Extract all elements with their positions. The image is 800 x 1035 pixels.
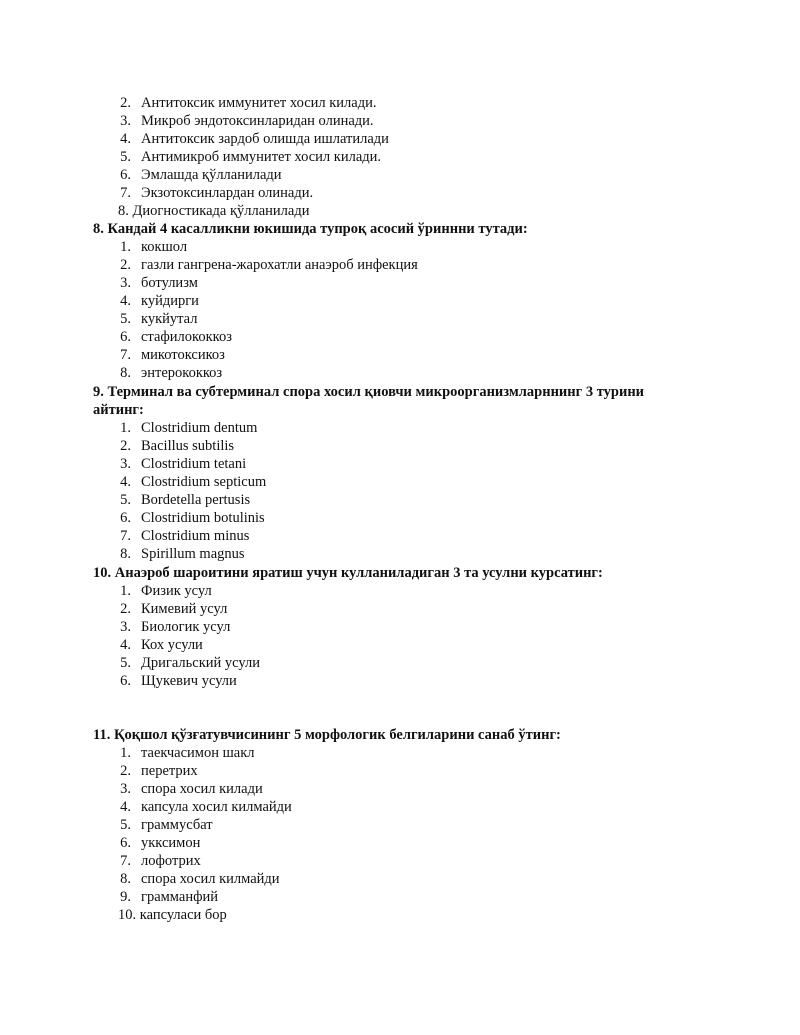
list-item bbox=[0, 130, 800, 148]
item-number: 3. bbox=[120, 113, 131, 129]
item-text: Clostridium minus bbox=[141, 528, 250, 544]
item-number: 5. bbox=[120, 655, 131, 671]
list-item bbox=[0, 94, 800, 112]
item-text: перетрих bbox=[141, 763, 198, 779]
item-number: 3. bbox=[120, 781, 131, 797]
item-text: укксимон bbox=[141, 835, 201, 851]
question-title: 10. Анаэроб шароитини яратиш учун кулланиладиган 3 та усулни курсатинг: bbox=[93, 565, 603, 581]
list-item bbox=[0, 274, 800, 292]
item-number: 3. bbox=[120, 275, 131, 291]
item-number: 2. bbox=[120, 257, 131, 273]
list-item bbox=[0, 455, 800, 473]
item-number: 7. bbox=[120, 528, 131, 544]
question-title-continued: айтинг: bbox=[93, 402, 144, 418]
list-item bbox=[0, 328, 800, 346]
item-text: стафилококкоз bbox=[141, 329, 232, 345]
list-item bbox=[0, 166, 800, 184]
item-number: 5. bbox=[120, 817, 131, 833]
item-text: куйдирги bbox=[141, 293, 199, 309]
list-item bbox=[0, 834, 800, 852]
item-number: 4. bbox=[120, 293, 131, 309]
list-item bbox=[0, 292, 800, 310]
list-item bbox=[0, 310, 800, 328]
list-item bbox=[0, 256, 800, 274]
item-text: Щукевич усули bbox=[141, 673, 237, 689]
item-number: 1. bbox=[120, 583, 131, 599]
item-text: граммусбат bbox=[141, 817, 213, 833]
item-number: 6. bbox=[120, 835, 131, 851]
item-number: 2. bbox=[120, 601, 131, 617]
list-item bbox=[0, 148, 800, 166]
list-item bbox=[0, 906, 800, 924]
item-number: 8. bbox=[120, 871, 131, 887]
item-number: 3. bbox=[120, 619, 131, 635]
item-text: Антимикроб иммунитет хосил килади. bbox=[141, 149, 382, 165]
list-item bbox=[0, 527, 800, 545]
list-item bbox=[0, 202, 800, 220]
item-number: 5. bbox=[120, 492, 131, 508]
list-item bbox=[0, 654, 800, 672]
list-item bbox=[0, 600, 800, 618]
item-number: 7. bbox=[120, 347, 131, 363]
question-9 bbox=[0, 383, 800, 563]
list-item bbox=[0, 852, 800, 870]
item-number: 6. bbox=[120, 510, 131, 526]
item-text: микотоксикоз bbox=[141, 347, 225, 363]
item-text: Биологик усул bbox=[141, 619, 231, 635]
item-text: газли гангрена-жарохатли анаэроб инфекция bbox=[141, 257, 418, 273]
question-title: 9. Терминал ва субтерминал спора хосил қиовчи микроорганизмларннинг 3 турини bbox=[93, 384, 645, 400]
item-text: Clostridium tetani bbox=[141, 456, 247, 472]
item-number: 1. bbox=[120, 745, 131, 761]
list-item bbox=[0, 184, 800, 202]
item-text: Антитоксик зардоб олишда ишлатилади bbox=[141, 131, 389, 147]
item-text: 10. капсуласи бор bbox=[118, 907, 227, 923]
list-item bbox=[0, 672, 800, 690]
list-item bbox=[0, 870, 800, 888]
item-text: Микроб эндотоксинларидан олинади. bbox=[141, 113, 374, 129]
item-text: Экзотоксинлардан олинади. bbox=[141, 185, 314, 201]
item-number: 6. bbox=[120, 167, 131, 183]
item-text: Кох усули bbox=[141, 637, 203, 653]
item-number: 4. bbox=[120, 637, 131, 653]
item-text: Spirillum magnus bbox=[141, 546, 245, 562]
question-title: 11. Қоқшол қўзғатувчисининг 5 морфологик белгиларини санаб ўтинг: bbox=[93, 727, 561, 743]
list-item bbox=[0, 798, 800, 816]
item-text: 8. Диогностикада қўлланилади bbox=[118, 203, 310, 219]
item-text: Clostridium botulinis bbox=[141, 510, 265, 526]
list-item bbox=[0, 762, 800, 780]
item-number: 7. bbox=[120, 185, 131, 201]
item-text: Clostridium septicum bbox=[141, 474, 267, 490]
list-item bbox=[0, 419, 800, 437]
item-text: ботулизм bbox=[141, 275, 198, 291]
item-number: 2. bbox=[120, 438, 131, 454]
list-item bbox=[0, 816, 800, 834]
item-number: 7. bbox=[120, 853, 131, 869]
item-text: таекчасимон шакл bbox=[141, 745, 255, 761]
item-number: 2. bbox=[120, 95, 131, 111]
list-item bbox=[0, 112, 800, 130]
list-item bbox=[0, 473, 800, 491]
item-number: 8. bbox=[120, 365, 131, 381]
question-title: 8. Кандай 4 касалликни юкишида тупроқ асосий ўриннни тутади: bbox=[93, 221, 528, 237]
item-text: Bacillus subtilis bbox=[141, 438, 235, 454]
item-number: 1. bbox=[120, 239, 131, 255]
item-text: Clostridium dentum bbox=[141, 420, 258, 436]
item-text: Bordetella pertusis bbox=[141, 492, 251, 508]
item-number: 8. bbox=[120, 546, 131, 562]
list-item bbox=[0, 491, 800, 509]
list-item bbox=[0, 888, 800, 906]
item-number: 5. bbox=[120, 149, 131, 165]
item-number: 2. bbox=[120, 763, 131, 779]
item-number: 6. bbox=[120, 673, 131, 689]
item-number: 9. bbox=[120, 889, 131, 905]
list-item bbox=[0, 618, 800, 636]
continuation-list bbox=[0, 94, 800, 220]
item-number: 1. bbox=[120, 420, 131, 436]
item-text: кукйутал bbox=[141, 311, 198, 327]
item-number: 4. bbox=[120, 799, 131, 815]
item-text: Эмлашда қўлланилади bbox=[141, 167, 282, 183]
question-8 bbox=[0, 220, 800, 382]
list-item bbox=[0, 545, 800, 563]
item-text: лофотрих bbox=[141, 853, 201, 869]
item-text: капсула хосил килмайди bbox=[141, 799, 292, 815]
list-item bbox=[0, 582, 800, 600]
list-item bbox=[0, 744, 800, 762]
item-text: Кимевий усул bbox=[141, 601, 228, 617]
list-item bbox=[0, 636, 800, 654]
list-item bbox=[0, 364, 800, 382]
item-number: 4. bbox=[120, 474, 131, 490]
item-text: Дригальский усули bbox=[141, 655, 260, 671]
item-text: энтерококкоз bbox=[141, 365, 223, 381]
item-number: 6. bbox=[120, 329, 131, 345]
item-number: 5. bbox=[120, 311, 131, 327]
item-text: кокшол bbox=[141, 239, 188, 255]
item-text: спора хосил килмайди bbox=[141, 871, 280, 887]
item-text: грамманфий bbox=[141, 889, 218, 905]
item-text: спора хосил килади bbox=[141, 781, 263, 797]
item-text: Физик усул bbox=[141, 583, 212, 599]
list-item bbox=[0, 238, 800, 256]
list-item bbox=[0, 780, 800, 798]
list-item bbox=[0, 437, 800, 455]
list-item bbox=[0, 509, 800, 527]
item-number: 3. bbox=[120, 456, 131, 472]
item-text: Антитоксик иммунитет хосил килади. bbox=[141, 95, 377, 111]
item-number: 4. bbox=[120, 131, 131, 147]
list-item bbox=[0, 346, 800, 364]
question-11 bbox=[0, 726, 800, 924]
question-10 bbox=[0, 564, 800, 690]
